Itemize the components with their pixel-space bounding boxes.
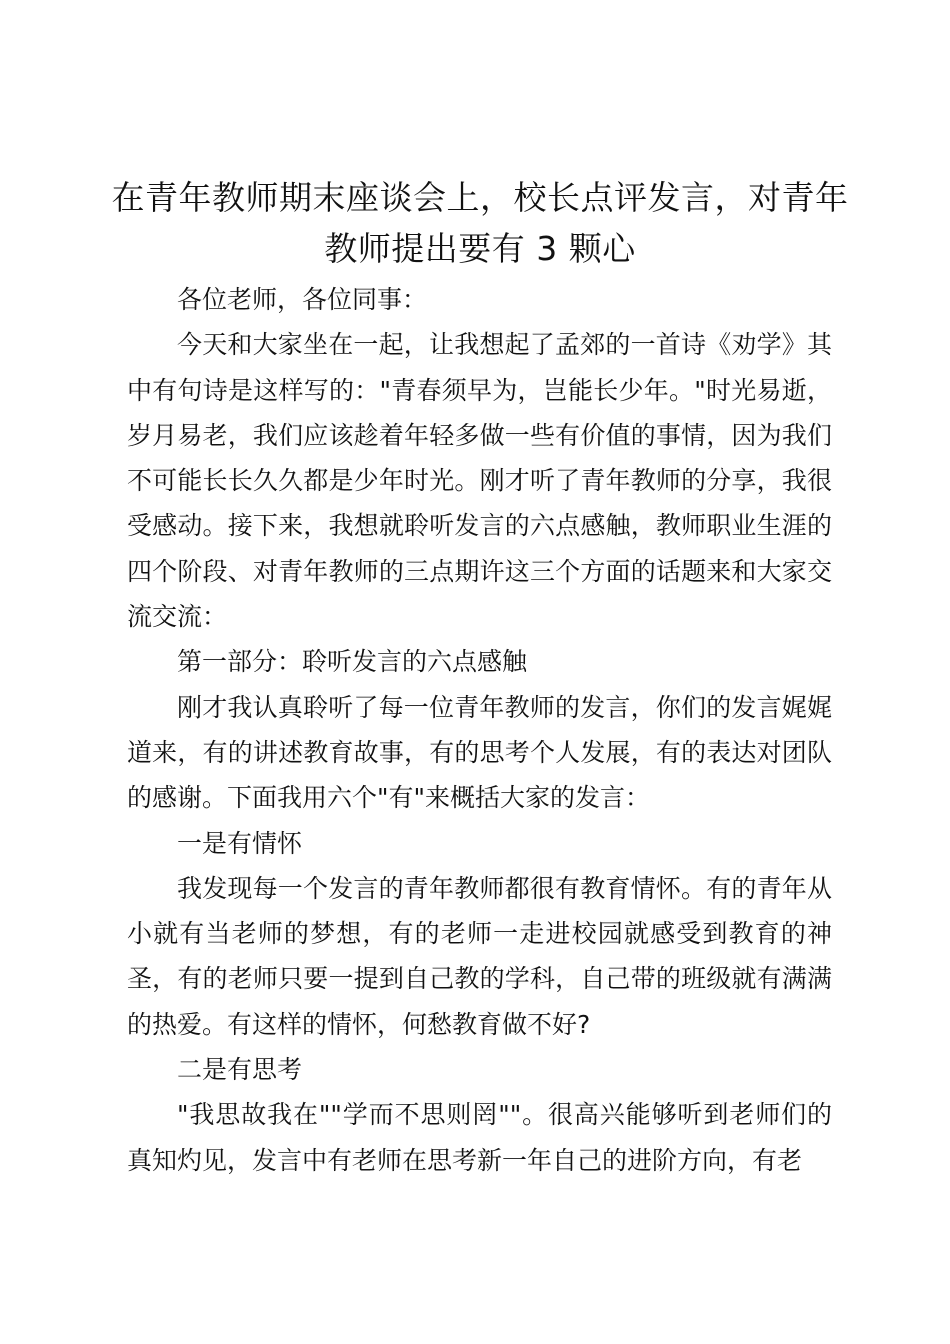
section-heading-part-one: 第一部分：聆听发言的六点感触 [177, 647, 528, 677]
intro-paragraph: 今天和大家坐在一起，让我想起了孟郊的一首诗《劝学》其中有句诗是这样写的："青春须早为，岂能长少年。"时光易逝，岁月易老，我们应该趁着年轻多做一些有价值的事情，因为我们不可能长长久久都是少年时光。刚才听了青年教师的分享，我很受感动。接下来，我想就聆听发言的六点感触，教师职业生涯的四个阶段、对青年教师的三点期许这三个方面的话题来和大家交流交流： [127, 330, 832, 632]
body-paragraph: 我发现每一个发言的青年教师都很有教育情怀。有的青年从小就有当老师的梦想，有的老师一走进校园就感受到教育的神圣，有的老师只要一提到自己教的学科，自己带的班级就有满满的热爱。有这样的情怀，何愁教育做不好? [127, 873, 832, 1039]
salutation-paragraph: 各位老师，各位同事： [177, 285, 428, 314]
subheading-feelings: 一是有情怀 [177, 828, 303, 858]
document-title: 在青年教师期末座谈会上，校长点评发言，对青年教师提出要有 3 颗心 [111, 178, 849, 268]
body-paragraph: 刚才我认真聆听了每一位青年教师的发言，你们的发言娓娓道来，有的讲述教育故事，有的思考个人发展，有的表达对团队的感谢。下面我用六个"有"来概括大家的发言： [127, 692, 832, 813]
subheading-thinking: 二是有思考 [177, 1055, 303, 1085]
document-body [127, 277, 832, 1183]
body-paragraph: "我思故我在""学而不思则罔""。很高兴能够听到老师们的真知灼见，发言中有老师在思考新一年自己的进阶方向，有老 [127, 1100, 832, 1175]
